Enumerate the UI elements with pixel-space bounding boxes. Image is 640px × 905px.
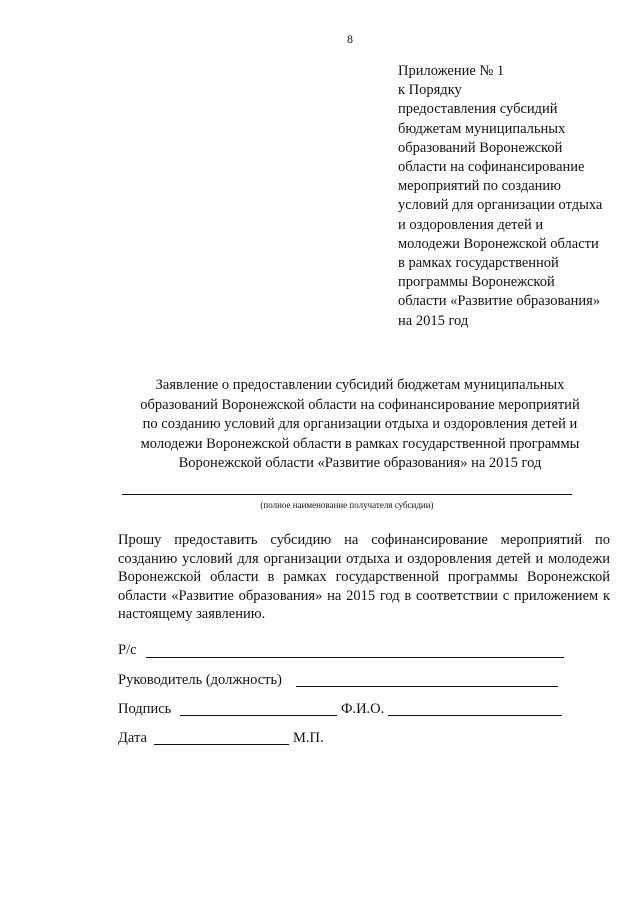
recipient-caption: (полное наименование получателя субсидии): [260, 500, 434, 510]
appendix-line: к Порядку: [398, 82, 462, 99]
appendix-line: на 2015 год: [398, 312, 469, 329]
document-title: [100, 376, 620, 474]
title-line: Воронежской области «Развитие образования» на 2015 год: [178, 455, 542, 471]
stamp-label: М.П.: [293, 730, 324, 746]
fio-field[interactable]: [388, 715, 562, 716]
appendix-line: условий для организации отдыха: [398, 197, 603, 214]
account-field[interactable]: [146, 657, 564, 658]
appendix-line: области «Развитие образования»: [398, 293, 601, 310]
signature-label: Подпись: [118, 701, 172, 717]
head-position-label: Руководитель (должность): [118, 672, 282, 688]
date-field[interactable]: [154, 744, 289, 745]
paragraph-line: созданию условий для организации отдыха и оздоровления детей и молодежи: [118, 550, 610, 567]
head-position-field[interactable]: [296, 686, 558, 687]
paragraph-line: Прошу предоставить субсидию на софинансирование мероприятий по: [118, 532, 610, 548]
appendix-line: предоставления субсидий: [398, 101, 558, 118]
title-line: образований Воронежской области на софинансирование мероприятий: [140, 396, 580, 413]
appendix-line: мероприятий по созданию: [398, 178, 561, 195]
appendix-line: Приложение № 1: [398, 63, 505, 79]
appendix-line: программы Воронежской: [398, 274, 555, 291]
paragraph-line: области «Развитие образования» на 2015 год в соответствии с приложением к: [118, 587, 610, 604]
account-label: Р/с: [118, 642, 137, 658]
appendix-line: в рамках государственной: [398, 255, 559, 272]
date-label: Дата: [118, 730, 147, 746]
title-line: молодежи Воронежской области в рамках государственной программы: [140, 435, 580, 452]
appendix-header: [398, 62, 628, 331]
paragraph-line: Воронежской области в рамках государственной программы Воронежской: [118, 569, 610, 586]
fio-label: Ф.И.О.: [341, 701, 385, 717]
paragraph-line: настоящему заявлению.: [118, 606, 266, 623]
recipient-name-line[interactable]: [122, 494, 572, 495]
appendix-line: области на софинансирование: [398, 159, 585, 176]
title-line: по созданию условий для организации отдыха и оздоровления детей и: [142, 416, 578, 432]
title-line: Заявление о предоставлении субсидий бюджетам муниципальных: [155, 377, 565, 393]
page-number: 8: [347, 32, 353, 46]
appendix-line: молодежи Воронежской области: [398, 235, 599, 252]
request-paragraph: [118, 531, 610, 624]
appendix-line: бюджетам муниципальных: [398, 120, 566, 137]
signature-field[interactable]: [180, 715, 337, 716]
appendix-line: образований Воронежской: [398, 139, 563, 156]
appendix-line: и оздоровления детей и: [398, 216, 544, 233]
